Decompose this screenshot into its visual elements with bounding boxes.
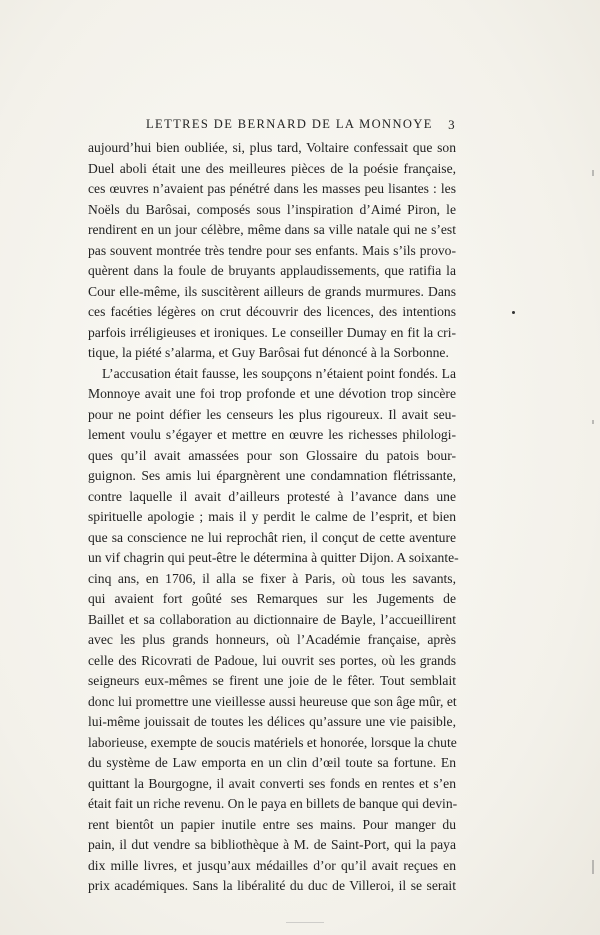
text-line: un vif chagrin qui peut-être le détermina à quitter Dijon. A soixante- [88,550,459,565]
paragraph-first-line: L’accusation était fausse, les soupçons n’étaient point fondés. La [102,365,456,381]
text-line: contre laquelle il avait d’ailleurs protesté à l’avance dans une [88,488,456,504]
text-line: Baillet et sa collaboration au dictionnaire de Bayle, l’accueillirent [88,611,456,627]
text-line: prix académiques. Sans la libéralité du duc de Villeroi, il se serait [88,878,456,893]
text-line: qui avaient fort goûté ses Remarques sur les Jugements de [88,591,456,606]
text-line: cinq ans, en 1706, il alla se fixer à Paris, où tous les savants, [88,570,456,586]
text-line: laborieuse, exempte de soucis matériels et honorée, lorsque la chute [88,734,457,750]
text-line: Monnoye avait une foi trop profonde et une dévotion trop sincère [88,386,456,401]
text-line: Noëls du Barôsai, composés sous l’inspiration d’Aimé Piron, le [88,201,456,217]
text-line: celle des Ricovrati de Padoue, lui ouvrit ses portes, où les grands [88,652,456,668]
text-line: ques qu’il avait amassées pour son Glossaire du patois bour- [88,447,456,463]
text-line: avec les plus grands honneurs, où l’Académie française, après [88,632,456,647]
text-line: était fait un riche revenu. On le paya en billets de banque qui devin- [88,796,458,811]
text-line: quittant la Bourgogne, il avait converti ses fonds en rentes et s’en [88,775,456,791]
text-line: parfois irréligieuses et ironiques. Le conseiller Dumay en fit la cri- [88,324,456,340]
text-line: pas souvent montrée très tendre pour ses enfants. Mais s’ils provo- [88,242,456,258]
text-line: que sa conscience ne lui reprochât rien, il conçut de cette aventure [88,529,456,545]
text-line: rendirent en un jour célèbre, même dans sa ville natale qui ne s’est [88,222,456,237]
page-number: 3 [448,117,456,132]
edge-speck [592,420,594,424]
text-line: pain, il dut vendre sa bibliothèque à M. de Saint-Port, qui la paya [88,837,456,852]
text-line: lui-même jouissait de toutes les délices qu’assure une vie paisible, [88,714,456,729]
margin-ink-dot [512,311,515,314]
text-line: quèrent dans la foule de bruyants applaudissements, que ratifia la [88,263,456,278]
text-line: lement voulu s’égayer et mettre en œuvre les richesses philologi- [88,427,456,442]
text-line: pour ne point défier les censeurs les plus rigoureux. Il avait seu- [88,406,456,422]
edge-speck [592,860,594,874]
bottom-edge-mark [286,922,324,923]
body-text [88,138,459,897]
text-line: Duel aboli était une des meilleures pièces de la poésie française, [88,160,456,176]
running-head: LETTRES DE BERNARD DE LA MONNOYE [146,117,433,131]
text-line: spirituelle apologie ; mais il y perdit le calme de l’esprit, et bien [88,509,456,524]
text-line: rent bientôt un papier inutile entre ses mains. Pour manger du [88,816,456,832]
text-line: ces œuvres n’avaient pas pénétré dans les masses peu lisantes : les [88,181,456,196]
text-line: seigneurs eux-mêmes se firent une joie de le fêter. Tout semblait [88,673,456,688]
text-line: donc lui promettre une vieillesse aussi heureuse que son âge mûr, et [88,693,457,709]
page-header [88,117,456,133]
text-line: guignon. Ses amis lui épargnèrent une condamnation flétrissante, [88,468,456,483]
text-line: tique, la piété s’alarma, et Guy Barôsai fut dénoncé à la Sorbonne. [88,345,449,360]
text-line: dix mille livres, et jusqu’aux médailles d’or qu’il avait reçues en [88,857,456,873]
text-line: ces facéties légères on crut découvrir des licences, des intentions [88,304,456,319]
text-line: Cour elle-même, ils suscitèrent ailleurs de grands murmures. Dans [88,283,456,299]
edge-speck [592,170,594,176]
text-line: aujourd’hui bien oubliée, si, plus tard, Voltaire confessait que son [88,140,456,155]
text-line: du système de Law emporta en un clin d’œil toute sa fortune. En [88,755,456,770]
